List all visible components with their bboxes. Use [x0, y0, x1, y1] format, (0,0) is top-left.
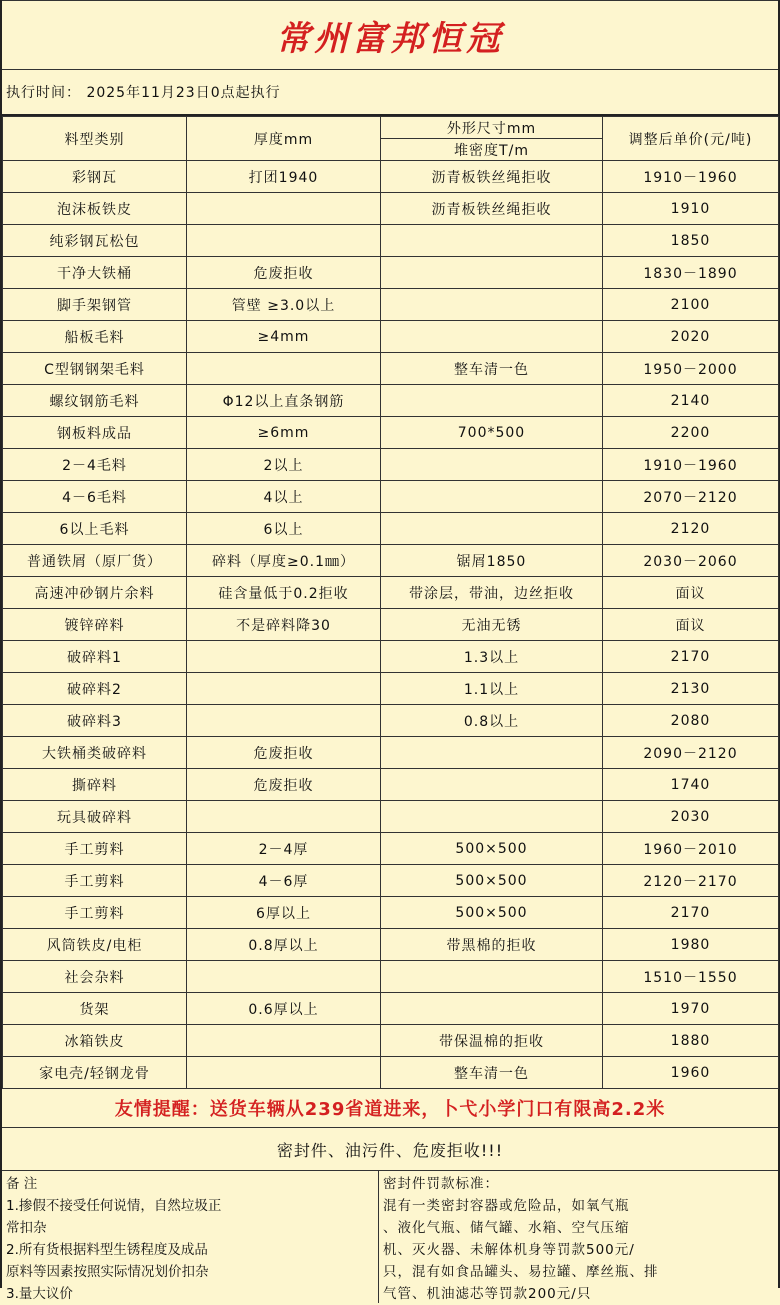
cell-category: 破碎料1 — [3, 641, 187, 673]
table-row — [3, 353, 779, 385]
cell-category: 镀锌碎料 — [3, 609, 187, 641]
table-row — [3, 897, 779, 929]
delivery-notice: 友情提醒：送货车辆从239省道进来，卜弋小学门口有限高2.2米 — [2, 1089, 778, 1128]
cell-size: 整车清一色 — [381, 353, 603, 385]
cell-category: 4－6毛料 — [3, 481, 187, 513]
table-row — [3, 385, 779, 417]
table-row — [3, 577, 779, 609]
cell-category: 螺纹钢筋毛料 — [3, 385, 187, 417]
cell-thickness: 碎料（厚度≥0.1㎜） — [187, 545, 381, 577]
cell-size — [381, 321, 603, 353]
table-row — [3, 417, 779, 449]
cell-price: 2170 — [603, 641, 779, 673]
table-row — [3, 673, 779, 705]
remarks-line: 常扣杂 — [6, 1220, 47, 1236]
cell-thickness — [187, 801, 381, 833]
table-row — [3, 801, 779, 833]
cell-thickness: 危废拒收 — [187, 257, 381, 289]
cell-thickness — [187, 961, 381, 993]
penalty-lines — [383, 1195, 774, 1305]
cell-size: 1.1以上 — [381, 673, 603, 705]
cell-price: 1980 — [603, 929, 779, 961]
cell-price: 2120－2170 — [603, 865, 779, 897]
cell-category: 家电壳/轻钢龙骨 — [3, 1057, 187, 1089]
cell-price: 1960－2010 — [603, 833, 779, 865]
cell-price: 1830－1890 — [603, 257, 779, 289]
table-row — [3, 161, 779, 193]
cell-price: 面议 — [603, 577, 779, 609]
cell-size — [381, 993, 603, 1025]
cell-thickness: 4－6厚 — [187, 865, 381, 897]
cell-size — [381, 737, 603, 769]
header-thickness: 厚度mm — [187, 117, 381, 161]
cell-size: 0.8以上 — [381, 705, 603, 737]
cell-size — [381, 257, 603, 289]
cell-category: 社会杂料 — [3, 961, 187, 993]
cell-price: 2200 — [603, 417, 779, 449]
cell-category: 撕碎料 — [3, 769, 187, 801]
cell-thickness: 4以上 — [187, 481, 381, 513]
cell-size — [381, 961, 603, 993]
cell-price: 1960 — [603, 1057, 779, 1089]
penalty-line: 只，混有如食品罐头、易拉罐、摩丝瓶、排 — [383, 1264, 659, 1280]
cell-size: 沥青板铁丝绳拒收 — [381, 161, 603, 193]
cell-thickness — [187, 641, 381, 673]
cell-size: 带保温棉的拒收 — [381, 1025, 603, 1057]
cell-thickness: ≥6mm — [187, 417, 381, 449]
cell-category: 高速冲砂钢片余料 — [3, 577, 187, 609]
cell-size: 500×500 — [381, 833, 603, 865]
cell-category: 纯彩钢瓦松包 — [3, 225, 187, 257]
cell-thickness: 0.8厚以上 — [187, 929, 381, 961]
cell-price: 1950－2000 — [603, 353, 779, 385]
cell-price: 2020 — [603, 321, 779, 353]
table-row — [3, 545, 779, 577]
cell-category: 普通铁屑（原厂货） — [3, 545, 187, 577]
table-row — [3, 193, 779, 225]
cell-size: 整车清一色 — [381, 1057, 603, 1089]
cell-size: 1.3以上 — [381, 641, 603, 673]
cell-thickness — [187, 1025, 381, 1057]
page-title: 常州富邦恒冠 — [2, 0, 778, 70]
cell-size — [381, 801, 603, 833]
penalty-line: 、液化气瓶、储气罐、水箱、空气压缩 — [383, 1220, 630, 1236]
cell-thickness — [187, 673, 381, 705]
table-row — [3, 289, 779, 321]
cell-category: 船板毛料 — [3, 321, 187, 353]
table-row — [3, 961, 779, 993]
table-row — [3, 321, 779, 353]
remarks-lines — [6, 1195, 374, 1305]
cell-thickness — [187, 1057, 381, 1089]
cell-thickness: 2以上 — [187, 449, 381, 481]
cell-thickness — [187, 353, 381, 385]
cell-thickness: 6以上 — [187, 513, 381, 545]
table-row — [3, 481, 779, 513]
penalty-line: 机、灭火器、未解体机身等罚款500元/ — [383, 1242, 635, 1258]
cell-category: 彩钢瓦 — [3, 161, 187, 193]
remarks-line: 2.所有货根据料型生锈程度及成品 — [6, 1242, 208, 1258]
cell-category: 风筒铁皮/电柜 — [3, 929, 187, 961]
remarks-title: 备 注 — [6, 1176, 38, 1192]
cell-price: 2070－2120 — [603, 481, 779, 513]
cell-price: 1970 — [603, 993, 779, 1025]
table-row — [3, 225, 779, 257]
notes-section — [2, 1171, 778, 1303]
cell-price: 1910－1960 — [603, 161, 779, 193]
cell-price: 2030－2060 — [603, 545, 779, 577]
cell-thickness: ≥4mm — [187, 321, 381, 353]
cell-size: 带涂层，带油，边丝拒收 — [381, 577, 603, 609]
table-row — [3, 1057, 779, 1089]
table-row — [3, 705, 779, 737]
table-row — [3, 929, 779, 961]
table-row — [3, 449, 779, 481]
cell-category: 大铁桶类破碎料 — [3, 737, 187, 769]
cell-category: 钢板料成品 — [3, 417, 187, 449]
cell-thickness: 打团1940 — [187, 161, 381, 193]
table-row — [3, 513, 779, 545]
cell-category: 泡沫板铁皮 — [3, 193, 187, 225]
execution-time: 执行时间： 2025年11月23日0点起执行 — [2, 70, 778, 116]
cell-price: 1510－1550 — [603, 961, 779, 993]
remarks-line: 3.量大议价 — [6, 1286, 73, 1302]
cell-price: 2170 — [603, 897, 779, 929]
cell-thickness: 管壁 ≥3.0以上 — [187, 289, 381, 321]
cell-thickness: 2－4厚 — [187, 833, 381, 865]
cell-thickness: 不是碎料降30 — [187, 609, 381, 641]
cell-price: 2030 — [603, 801, 779, 833]
cell-size — [381, 289, 603, 321]
cell-category: 干净大铁桶 — [3, 257, 187, 289]
table-row — [3, 993, 779, 1025]
table-row — [3, 833, 779, 865]
remarks-box — [2, 1171, 379, 1303]
cell-category: C型钢钢架毛料 — [3, 353, 187, 385]
cell-size: 500×500 — [381, 897, 603, 929]
cell-price: 面议 — [603, 609, 779, 641]
table-row — [3, 257, 779, 289]
cell-category: 冰箱铁皮 — [3, 1025, 187, 1057]
cell-size — [381, 225, 603, 257]
cell-size: 沥青板铁丝绳拒收 — [381, 193, 603, 225]
header-price: 调整后单价(元/吨) — [603, 117, 779, 161]
cell-thickness: 危废拒收 — [187, 737, 381, 769]
cell-thickness: 0.6厚以上 — [187, 993, 381, 1025]
cell-category: 破碎料2 — [3, 673, 187, 705]
cell-size — [381, 481, 603, 513]
cell-price: 2140 — [603, 385, 779, 417]
table-row — [3, 1025, 779, 1057]
table-row — [3, 769, 779, 801]
cell-size — [381, 449, 603, 481]
header-category: 料型类别 — [3, 117, 187, 161]
table-row — [3, 865, 779, 897]
cell-thickness: 硅含量低于0.2拒收 — [187, 577, 381, 609]
cell-size — [381, 769, 603, 801]
cell-category: 2－4毛料 — [3, 449, 187, 481]
cell-thickness: Φ12以上直条钢筋 — [187, 385, 381, 417]
cell-category: 货架 — [3, 993, 187, 1025]
cell-size — [381, 385, 603, 417]
cell-thickness — [187, 225, 381, 257]
cell-category: 手工剪料 — [3, 897, 187, 929]
table-row — [3, 609, 779, 641]
cell-price: 2120 — [603, 513, 779, 545]
cell-price: 2130 — [603, 673, 779, 705]
cell-thickness: 危废拒收 — [187, 769, 381, 801]
cell-category: 6以上毛料 — [3, 513, 187, 545]
cell-size — [381, 513, 603, 545]
cell-thickness — [187, 193, 381, 225]
cell-price: 2080 — [603, 705, 779, 737]
cell-price: 1740 — [603, 769, 779, 801]
remarks-line: 原料等因素按照实际情况划价扣杂 — [6, 1264, 209, 1280]
table-row — [3, 641, 779, 673]
cell-category: 脚手架钢管 — [3, 289, 187, 321]
cell-price: 1880 — [603, 1025, 779, 1057]
cell-category: 破碎料3 — [3, 705, 187, 737]
cell-price: 1910－1960 — [603, 449, 779, 481]
price-table — [2, 116, 779, 1089]
penalty-box — [379, 1171, 778, 1303]
cell-price: 1850 — [603, 225, 779, 257]
cell-price: 2090－2120 — [603, 737, 779, 769]
cell-size: 带黑棉的拒收 — [381, 929, 603, 961]
cell-price: 1910 — [603, 193, 779, 225]
cell-price: 2100 — [603, 289, 779, 321]
cell-size: 500×500 — [381, 865, 603, 897]
header-density: 堆密度T/m — [381, 139, 603, 161]
cell-size: 700*500 — [381, 417, 603, 449]
penalty-line: 气管、机油滤芯等罚款200元/只 — [383, 1286, 592, 1302]
cell-category: 玩具破碎料 — [3, 801, 187, 833]
table-row — [3, 737, 779, 769]
cell-thickness — [187, 705, 381, 737]
penalty-title: 密封件罚款标准： — [383, 1176, 499, 1192]
cell-size: 无油无锈 — [381, 609, 603, 641]
penalty-line: 混有一类密封容器或危险品，如氧气瓶 — [383, 1198, 630, 1214]
header-size: 外形尺寸mm — [381, 117, 603, 139]
cell-thickness: 6厚以上 — [187, 897, 381, 929]
cell-category: 手工剪料 — [3, 833, 187, 865]
remarks-line: 1.掺假不接受任何说情，自然垃圾正 — [6, 1198, 222, 1214]
rejection-warning: 密封件、油污件、危废拒收!!! — [2, 1128, 778, 1171]
cell-size: 锯屑1850 — [381, 545, 603, 577]
cell-category: 手工剪料 — [3, 865, 187, 897]
